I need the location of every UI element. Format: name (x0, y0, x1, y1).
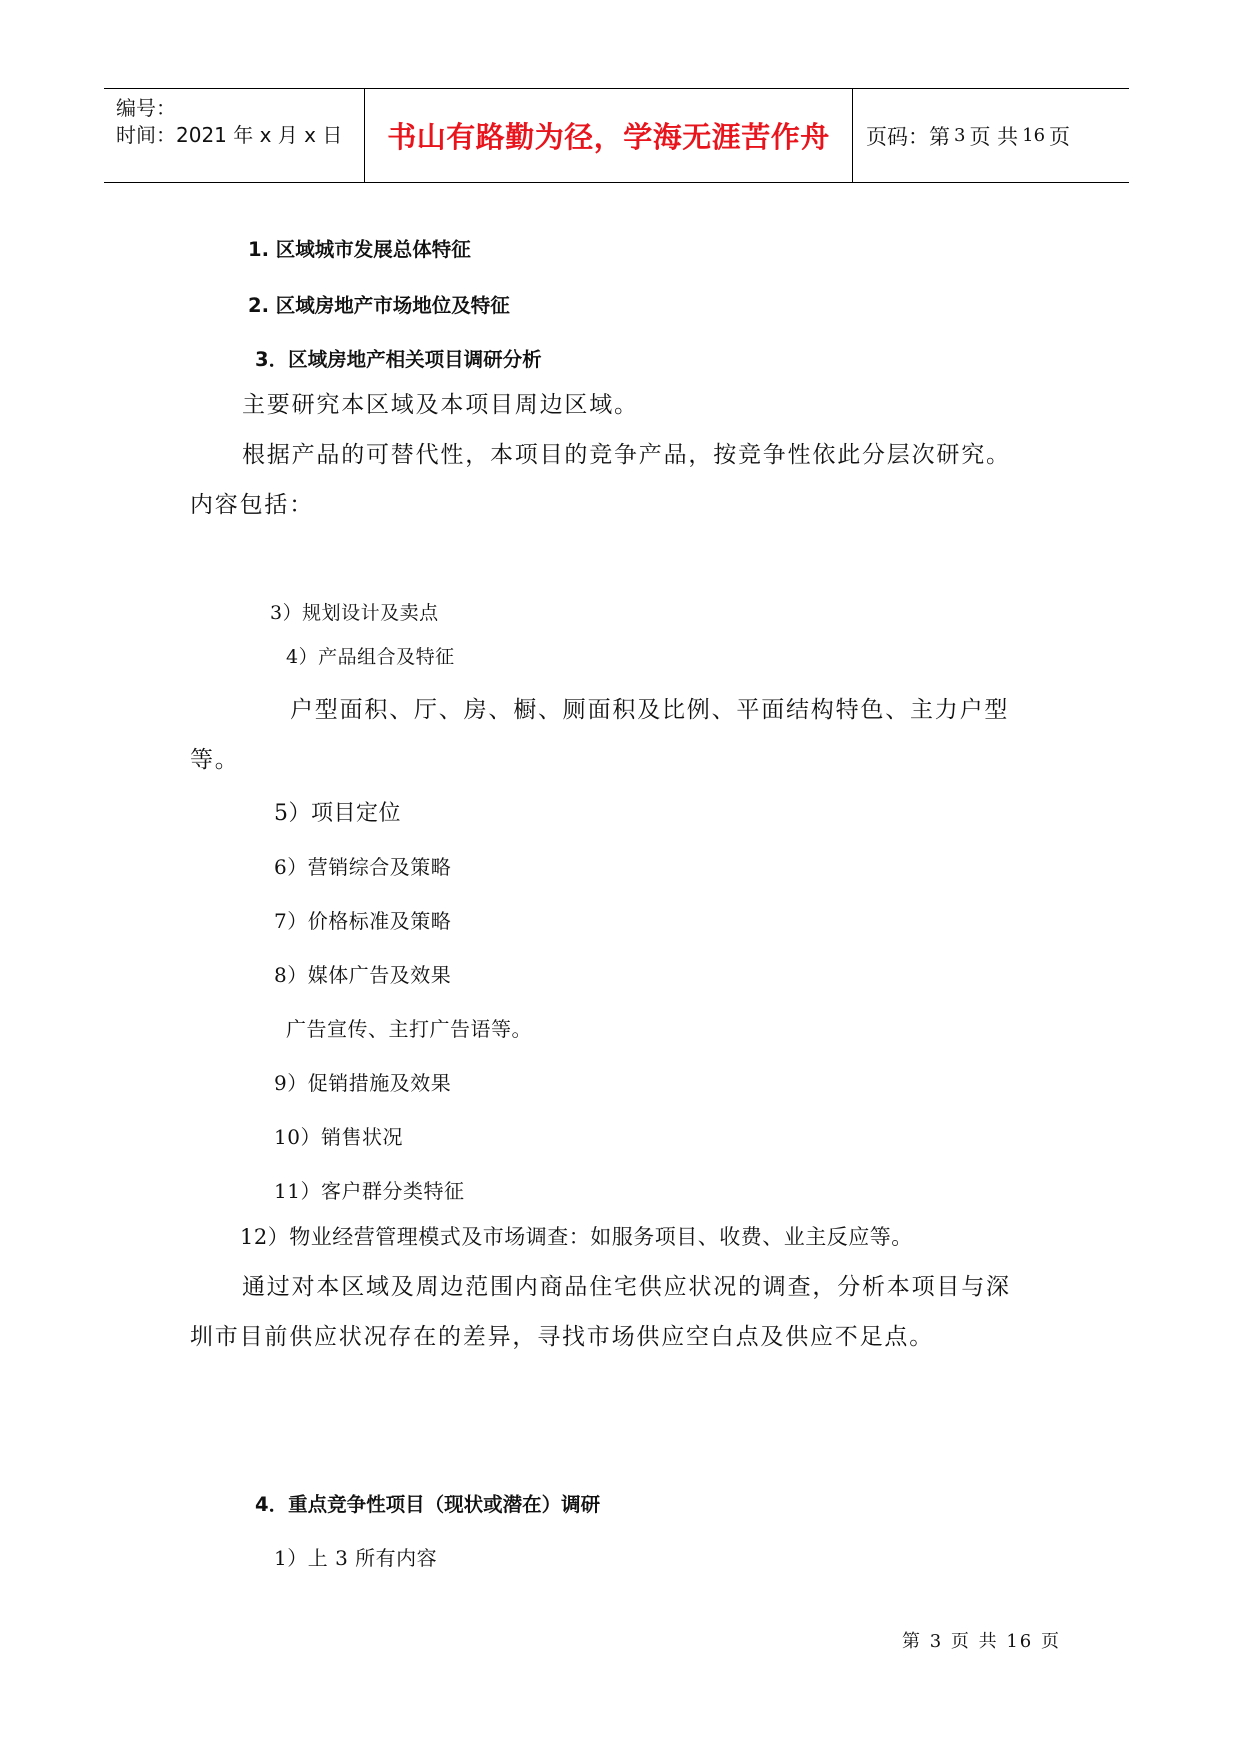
list-item-3: 3）规划设计及卖点 (270, 602, 439, 624)
list-item-10: 10）销售状况 (274, 1125, 403, 1149)
page-prefix: 页码：第 (866, 124, 950, 149)
paragraph-competition-line2: 内容包括： (190, 492, 314, 518)
paragraph-unit-types-line2: 等。 (190, 747, 240, 773)
section-heading-3: 3．区域房地产相关项目调研分析 (255, 348, 542, 371)
list-item-7: 7）价格标准及策略 (274, 909, 452, 933)
header-meta-cell (104, 89, 365, 182)
paragraph-advertising: 广告宣传、主打广告语等。 (286, 1017, 532, 1041)
date-line: 时间：2021 年 x 月 x 日 (116, 123, 343, 147)
page-suffix: 页 (1049, 124, 1071, 149)
header-page-number (853, 89, 1129, 182)
list-item-6: 6）营销综合及策略 (274, 855, 452, 879)
list-item-4: 4）产品组合及特征 (286, 646, 455, 668)
page-current: 3 (954, 125, 966, 146)
section-heading-1: 1. 区域城市发展总体特征 (248, 238, 471, 261)
list-item-12: 12）物业经营管理模式及市场调查：如服务项目、收费、业主反应等。 (240, 1225, 913, 1249)
header-motto: 书山有路勤为径，学海无涯苦作舟 (365, 89, 853, 182)
serial-number-label: 编号： (116, 96, 176, 120)
page-total: 16 (1022, 125, 1046, 146)
paragraph-supply-line2: 圳市目前供应状况存在的差异，寻找市场供应空白点及供应不足点。 (190, 1324, 934, 1350)
page-footer: 第 3 页 共 16 页 (902, 1631, 1061, 1652)
section-heading-4: 4．重点竞争性项目（现状或潜在）调研 (255, 1493, 601, 1516)
paragraph-unit-types-line1: 户型面积、厅、房、橱、厕面积及比例、平面结构特色、主力户型 (290, 697, 1010, 723)
list-item-11: 11）客户群分类特征 (274, 1179, 465, 1203)
list-item-5: 5）项目定位 (274, 801, 401, 826)
paragraph-supply-line1: 通过对本区域及周边范围内商品住宅供应状况的调查，分析本项目与深 (242, 1274, 1011, 1300)
page-mid: 页 共 (969, 124, 1019, 149)
list-item-4-1: 1）上 3 所有内容 (274, 1546, 438, 1570)
paragraph-research-scope: 主要研究本区域及本项目周边区域。 (242, 392, 639, 418)
page-header-table (104, 88, 1129, 183)
paragraph-competition-line1: 根据产品的可替代性，本项目的竞争产品，按竞争性依此分层次研究。 (242, 442, 1011, 468)
list-item-8: 8）媒体广告及效果 (274, 963, 452, 987)
section-heading-2: 2. 区域房地产市场地位及特征 (248, 294, 510, 317)
list-item-9: 9）促销措施及效果 (274, 1071, 452, 1095)
